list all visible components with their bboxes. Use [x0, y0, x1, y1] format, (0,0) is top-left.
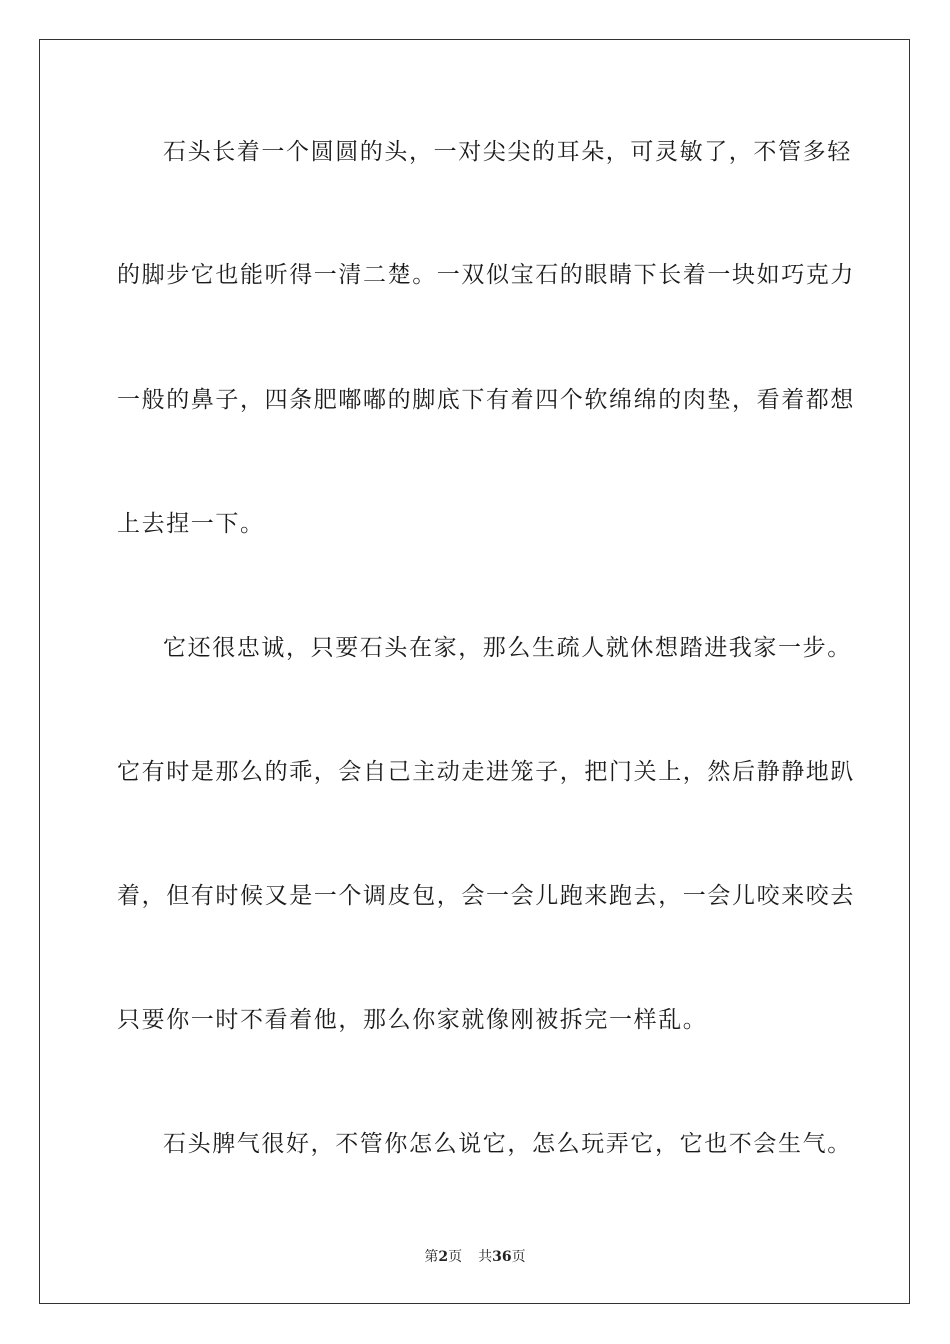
paragraph-1-line-4: 上去捏一下。 — [117, 511, 265, 537]
paragraph-2-line-3: 着，但有时候又是一个调皮包，会一会儿跑来跑去，一会儿咬来咬去 — [117, 883, 855, 909]
paragraph-1-line-3: 一般的鼻子，四条肥嘟嘟的脚底下有着四个软绵绵的肉垫，看着都想 — [117, 387, 855, 413]
page-footer — [0, 1248, 950, 1266]
total-pages: 36 — [492, 1249, 512, 1265]
page-prefix: 第 — [424, 1249, 439, 1265]
paragraph-2-line-4: 只要你一时不看着他，那么你家就像刚被拆完一样乱。 — [117, 1007, 708, 1033]
total-suffix: 页 — [511, 1249, 526, 1265]
page-number: 2 — [438, 1249, 449, 1265]
page-suffix: 页 — [448, 1249, 463, 1265]
paragraph-1-line-2: 的脚步它也能听得一清二楚。一双似宝石的眼睛下长着一块如巧克力 — [117, 262, 855, 288]
paragraph-1-line-1: 石头长着一个圆圆的头，一对尖尖的耳朵，可灵敏了，不管多轻 — [163, 139, 852, 165]
paragraph-3-line-1: 石头脾气很好，不管你怎么说它，怎么玩弄它，它也不会生气。 — [163, 1131, 852, 1157]
total-prefix: 共 — [478, 1249, 493, 1265]
page-border — [39, 39, 910, 1304]
paragraph-2-line-2: 它有时是那么的乖，会自己主动走进笼子，把门关上，然后静静地趴 — [117, 759, 855, 785]
paragraph-2-line-1: 它还很忠诚，只要石头在家，那么生疏人就休想踏进我家一步。 — [163, 635, 852, 661]
